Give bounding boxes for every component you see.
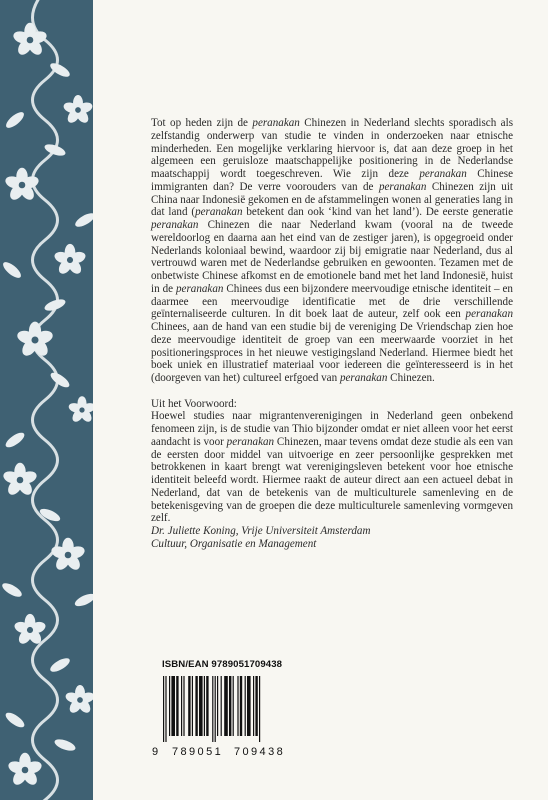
leaf-motif [0,581,24,600]
signature-name: Dr. Juliette Koning, Vrije Universiteit Amsterdam [151,525,371,537]
leaf-motif [1,259,24,280]
barcode-bar [217,676,218,736]
back-cover-text [151,117,513,551]
barcode-bar [255,676,257,736]
barcode-digits-left: 789051 [172,746,224,758]
floral-pattern-strip [0,0,93,800]
barcode-bar [183,676,184,736]
barcode-bar [204,676,205,736]
flower-motif [50,538,86,573]
barcode-bar [199,676,203,736]
barcode-bar [224,676,228,736]
flower-motif [12,23,48,58]
barcode-bar [247,676,251,736]
leaf-motif [73,591,93,608]
leaf-motif [43,142,67,158]
flower-motif [64,685,93,715]
barcode-digits-right: 709438 [234,746,286,758]
barcode-bar [233,676,234,736]
barcode-bar [192,676,193,736]
barcode-bar [215,676,216,742]
signature-affiliation: Cultuur, Organisatie en Management [151,537,317,550]
leaf-motif [3,430,26,450]
barcode-bar [165,676,166,742]
barcode-bar [163,676,164,742]
barcode-bars [163,676,293,742]
barcode-bar [206,676,208,736]
barcode-bar [181,676,182,736]
leaf-motif [48,370,71,390]
flower-motif [16,322,55,359]
foreword-heading: Uit het Voorwoord: [151,397,237,410]
barcode-bar [245,676,246,736]
barcode-bar [237,676,238,736]
foreword-paragraph: Hoewel studies naar migrantenverenigingen in Nederland geen onbekend fenomeen zijn, is de studie van Thio bijzonder omdat er niet alleen voor het eerst aandacht is voor peranakan Chinezen, maar tevens omdat deze studie als een van de eersten door middel van uitvoerige en zeer persoonlijke gesprekken met betrokkenen in kaart brengt wat verenigingsleven betekent voor hoe etnische identiteit beleefd wordt. Hiermee raakt de auteur direct aan een actueel debat in Nederland, dat van de betekenis van de multiculturele samenleving en de betekenisgeving van de groepen die deze multiculturele samenleving vormgeven zelf. [151,410,513,525]
leaf-motif [48,656,72,675]
barcode-bar [169,676,170,736]
barcode-bar [229,676,231,736]
barcode-bar [176,676,178,736]
barcode-bar [212,676,213,742]
flower-motif [2,463,38,498]
leaf-motif [73,211,93,230]
leaf-motif [3,710,26,730]
isbn-barcode [151,656,301,756]
barcode-bar [221,676,222,736]
barcode-bar [195,676,197,736]
leaf-motif [38,506,62,523]
barcode-bar [188,676,190,736]
floral-pattern-illustration [0,0,93,800]
barcode-bar [171,676,175,736]
barcode-bar [259,676,260,742]
barcode-digit-first: 9 [152,746,159,758]
leaf-motif [48,61,72,80]
leaf-motif [4,109,27,130]
blurb-paragraph: Tot op heden zijn de peranakan Chinezen in Nederland slechts sporadisch als zelfstandig onderwerp van studie te vinden in onderzoeken naar etnische minderheden. Een mogelijke verklaring hiervoor is, dat aan deze groep in het algemeen een geruisloze maatschappelijke positionering in de Nederlandse maatschappij wordt toegeschreven. Wie zijn deze peranakan Chinese immigranten dan? De verre voorouders van de peranakan Chinezen zijn uit China naar Indonesië gekomen en de afstammelingen wonen al generaties lang in dat land (peranakan betekent dan ook ‘kind van het land’). De eerste generatie peranakan Chinezen die naar Nederland kwam (vooral na de tweede wereldoorlog en daarna aan het eind van de zestiger jaren), is opgegroeid onder Nederlands koloniaal bewind, waardoor zij bij emigratie naar Nederland, dus al vertrouwd waren met de Nederlandse gebruiken en gewoonten. Tezamen met de onbetwiste Chinese afkomst en de emotionele band met het land Indonesië, huist in de peranakan Chinees dus een bijzondere meervoudige etnische identiteit – en daarmee een meervoudige identificatie met de drie verschillende geïnternaliseerde culturen. In dit boek laat de auteur, zelf ook een peranakan Chinees, aan de hand van een studie bij de vereniging De Vriendschap zien hoe deze meervoudige identiteit de groep van een meerwaarde voorziet in het positioneringsproces in het nieuwe vestigingsland Nederland. Hiermee biedt het boek uniek en illustratief materiaal voor iedereen die geïnteresseerd is in het (doorgeven van het) cultureel erfgoed van peranakan Chinezen. [151,117,514,384]
isbn-label: ISBN/EAN 9789051709438 [162,659,283,670]
flower-motif [62,95,93,125]
flower-motif [7,753,43,788]
flower-motif [67,396,93,424]
leaf-motif [53,737,77,753]
barcode-bar [253,676,254,736]
barcode-bar [240,676,242,736]
flower-motif [53,244,87,276]
